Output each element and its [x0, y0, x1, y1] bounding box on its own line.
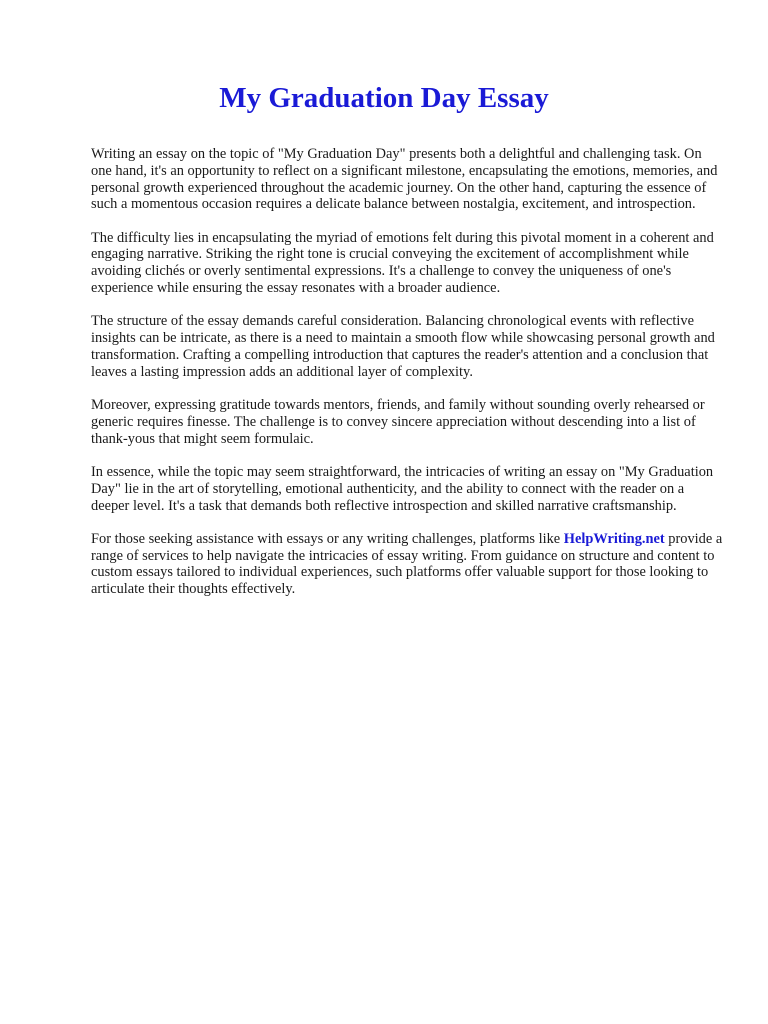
- paragraph-gratitude: Moreover, expressing gratitude towards mentors, friends, and family without sounding overly rehearsed or generic requires finesse. The challenge is to convey sincere appreciation without descending into a list of thank-yous that might seem formulaic.: [91, 397, 705, 447]
- paragraph-essence: In essence, while the topic may seem straightforward, the intricacies of writing an essay on "My Graduation Day" lie in the art of storytelling, emotional authenticity, and the ability to connect with the reader on a deeper level. It's a task that demands both reflective introspection and skilled narrative craftsmanship.: [91, 463, 714, 514]
- assistance-text-after-link: provide a range of services to help navigate the intricacies of essay writing. From guidance on structure and content to custom essays tailored to individual experiences, such platforms offer valuable support for those looking to articulate their thoughts effectively.: [91, 530, 723, 598]
- paragraph-difficulty: The difficulty lies in encapsulating the myriad of emotions felt during this pivotal moment in a coherent and engaging narrative. Striking the right tone is crucial conveying the excitement of accomplishment while avoiding clichés or overly sentimental expressions. It's a challenge to convey the uniqueness of one's experience while ensuring the essay resonates with a broader audience.: [91, 229, 714, 297]
- paragraph-structure: The structure of the essay demands careful consideration. Balancing chronological events with reflective insights can be intricate, as there is a need to maintain a smooth flow while showcasing personal growth and transformation. Crafting a compelling introduction that captures the reader's attention and a conclusion that leaves a lasting impression adds an additional layer of complexity.: [91, 313, 715, 380]
- page-title: My Graduation Day Essay: [219, 82, 549, 114]
- assistance-text-before-link: For those seeking assistance with essays or any writing challenges, platforms like: [91, 530, 564, 547]
- paragraph-intro: Writing an essay on the topic of "My Graduation Day" presents both a delightful and challenging task. On one hand, it's an opportunity to reflect on a significant milestone, encapsulating the emotions, memories, and personal growth experienced throughout the academic journey. On the other hand, capturing the essence of such a momentous occasion requires a delicate balance between nostalgia, excitement, and introspection.: [91, 146, 718, 213]
- essay-body: [91, 146, 723, 615]
- paragraph-assistance: [91, 531, 723, 598]
- helpwriting-link[interactable]: HelpWriting.net: [563, 530, 665, 547]
